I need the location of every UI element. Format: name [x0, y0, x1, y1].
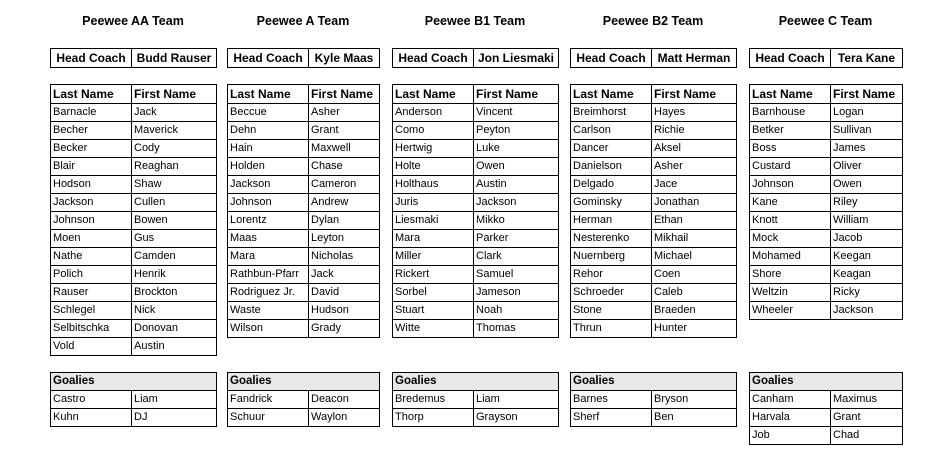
player-first-name: Brockton — [132, 284, 217, 302]
table-row — [750, 140, 903, 158]
table-row — [51, 212, 217, 230]
table-row — [750, 391, 903, 409]
table-row — [393, 158, 559, 176]
table-row — [571, 391, 737, 409]
player-first-name: Cameron — [309, 176, 380, 194]
table-row — [571, 248, 737, 266]
table-row — [571, 266, 737, 284]
roster-table — [749, 84, 903, 320]
player-first-name: Henrik — [132, 266, 217, 284]
table-row — [51, 194, 217, 212]
first-name-header: First Name — [474, 85, 559, 104]
table-row — [750, 212, 903, 230]
player-last-name: Liesmaki — [393, 212, 474, 230]
player-last-name: Hain — [228, 140, 309, 158]
head-coach-table — [227, 48, 380, 68]
table-row — [571, 140, 737, 158]
goalies-header-row — [393, 373, 559, 391]
player-last-name: Mock — [750, 230, 831, 248]
player-first-name: Mikko — [474, 212, 559, 230]
player-first-name: Hayes — [652, 104, 737, 122]
player-last-name: Sorbel — [393, 284, 474, 302]
goalie-last-name: Schuur — [228, 409, 309, 427]
player-first-name: Clark — [474, 248, 559, 266]
player-first-name: Shaw — [132, 176, 217, 194]
player-first-name: Luke — [474, 140, 559, 158]
player-first-name: Austin — [474, 176, 559, 194]
goalies-header: Goalies — [750, 373, 903, 391]
player-first-name: Jackson — [831, 302, 903, 320]
first-name-header: First Name — [132, 85, 217, 104]
player-first-name: Andrew — [309, 194, 380, 212]
goalie-first-name: DJ — [132, 409, 217, 427]
head-coach-table — [749, 48, 903, 68]
table-row — [571, 409, 737, 427]
table-row — [51, 320, 217, 338]
first-name-header: First Name — [309, 85, 380, 104]
roster-header-row — [393, 85, 559, 104]
team-title: Peewee A Team — [256, 14, 350, 28]
first-name-header: First Name — [652, 85, 737, 104]
player-first-name: Hunter — [652, 320, 737, 338]
table-row — [51, 122, 217, 140]
team-title: Peewee C Team — [778, 14, 873, 28]
last-name-header: Last Name — [750, 85, 831, 104]
player-first-name: Donovan — [132, 320, 217, 338]
player-last-name: Dancer — [571, 140, 652, 158]
player-first-name: Caleb — [652, 284, 737, 302]
player-last-name: Witte — [393, 320, 474, 338]
player-last-name: Jackson — [51, 194, 132, 212]
table-row — [228, 122, 380, 140]
player-first-name: Nick — [132, 302, 217, 320]
player-first-name: Jonathan — [652, 194, 737, 212]
goalie-first-name: Maximus — [831, 391, 903, 409]
table-row — [228, 104, 380, 122]
table-row — [571, 230, 737, 248]
player-last-name: Holthaus — [393, 176, 474, 194]
player-first-name: Thomas — [474, 320, 559, 338]
player-first-name: William — [831, 212, 903, 230]
roster-table — [50, 84, 217, 356]
player-first-name: Michael — [652, 248, 737, 266]
player-last-name: Lorentz — [228, 212, 309, 230]
goalies-table — [227, 372, 380, 427]
player-last-name: Carlson — [571, 122, 652, 140]
player-last-name: Como — [393, 122, 474, 140]
goalies-header-row — [51, 373, 217, 391]
player-last-name: Hertwig — [393, 140, 474, 158]
goalie-last-name: Fandrick — [228, 391, 309, 409]
player-last-name: Rehor — [571, 266, 652, 284]
goalie-last-name: Barnes — [571, 391, 652, 409]
table-row — [571, 122, 737, 140]
player-last-name: Holden — [228, 158, 309, 176]
head-coach-name: Jon Liesmaki — [474, 49, 559, 68]
head-coach-name: Matt Herman — [652, 49, 737, 68]
head-coach-table — [50, 48, 217, 68]
player-first-name: Jack — [309, 266, 380, 284]
player-last-name: Maas — [228, 230, 309, 248]
table-row — [51, 158, 217, 176]
table-row — [571, 104, 737, 122]
player-first-name: Cullen — [132, 194, 217, 212]
player-first-name: Keagan — [831, 266, 903, 284]
table-row — [571, 212, 737, 230]
goalie-first-name: Grayson — [474, 409, 559, 427]
goalies-header-row — [750, 373, 903, 391]
player-last-name: Waste — [228, 302, 309, 320]
table-row — [750, 122, 903, 140]
table-row — [228, 140, 380, 158]
player-last-name: Delgado — [571, 176, 652, 194]
head-coach-label: Head Coach — [750, 49, 831, 68]
roster-table — [227, 84, 380, 338]
player-last-name: Johnson — [750, 176, 831, 194]
goalie-last-name: Harvala — [750, 409, 831, 427]
last-name-header: Last Name — [571, 85, 652, 104]
player-first-name: Braeden — [652, 302, 737, 320]
goalies-table — [392, 372, 559, 427]
table-row — [750, 302, 903, 320]
player-first-name: Reaghan — [132, 158, 217, 176]
player-last-name: Herman — [571, 212, 652, 230]
player-last-name: Rauser — [51, 284, 132, 302]
player-first-name: Oliver — [831, 158, 903, 176]
player-first-name: Owen — [474, 158, 559, 176]
goalie-last-name: Castro — [51, 391, 132, 409]
table-row — [228, 212, 380, 230]
player-last-name: Johnson — [228, 194, 309, 212]
goalie-last-name: Sherf — [571, 409, 652, 427]
player-last-name: Johnson — [51, 212, 132, 230]
player-first-name: Riley — [831, 194, 903, 212]
goalies-header: Goalies — [228, 373, 380, 391]
head-coach-label: Head Coach — [51, 49, 132, 68]
table-row — [393, 212, 559, 230]
player-first-name: Samuel — [474, 266, 559, 284]
goalie-first-name: Waylon — [309, 409, 380, 427]
goalie-last-name: Thorp — [393, 409, 474, 427]
table-row — [750, 230, 903, 248]
table-row — [228, 391, 380, 409]
player-first-name: Bowen — [132, 212, 217, 230]
table-row — [750, 176, 903, 194]
player-first-name: Jameson — [474, 284, 559, 302]
player-last-name: Barnacle — [51, 104, 132, 122]
team-title: Peewee AA Team — [82, 14, 184, 28]
table-row — [393, 194, 559, 212]
goalie-first-name: Ben — [652, 409, 737, 427]
table-row — [228, 176, 380, 194]
roster-header-row — [571, 85, 737, 104]
player-last-name: Nesterenko — [571, 230, 652, 248]
table-row — [571, 194, 737, 212]
player-last-name: Blair — [51, 158, 132, 176]
player-first-name: Jack — [132, 104, 217, 122]
player-first-name: Grady — [309, 320, 380, 338]
player-last-name: Jackson — [228, 176, 309, 194]
table-row — [750, 158, 903, 176]
table-row — [393, 140, 559, 158]
player-first-name: Coen — [652, 266, 737, 284]
table-row — [571, 176, 737, 194]
table-row — [571, 158, 737, 176]
head-coach-label: Head Coach — [393, 49, 474, 68]
head-coach-name: Budd Rauser — [132, 49, 217, 68]
head-coach-label: Head Coach — [228, 49, 309, 68]
roster-table — [392, 84, 559, 338]
player-last-name: Hodson — [51, 176, 132, 194]
player-last-name: Mara — [393, 230, 474, 248]
last-name-header: Last Name — [228, 85, 309, 104]
player-last-name: Weltzin — [750, 284, 831, 302]
table-row — [393, 284, 559, 302]
goalie-first-name: Chad — [831, 427, 903, 445]
player-last-name: Breimhorst — [571, 104, 652, 122]
last-name-header: Last Name — [393, 85, 474, 104]
goalies-table — [570, 372, 737, 427]
player-last-name: Mara — [228, 248, 309, 266]
table-row — [393, 391, 559, 409]
table-row — [228, 266, 380, 284]
head-coach-table — [570, 48, 737, 68]
table-row — [750, 194, 903, 212]
goalie-last-name: Kuhn — [51, 409, 132, 427]
table-row — [571, 302, 737, 320]
player-last-name: Anderson — [393, 104, 474, 122]
player-last-name: Rathbun-Pfarr — [228, 266, 309, 284]
player-first-name: Asher — [652, 158, 737, 176]
table-row — [51, 266, 217, 284]
player-first-name: Leyton — [309, 230, 380, 248]
player-first-name: Chase — [309, 158, 380, 176]
table-row — [51, 284, 217, 302]
player-last-name: Beccue — [228, 104, 309, 122]
team-title: Peewee B1 Team — [424, 14, 526, 28]
table-row — [51, 338, 217, 356]
player-first-name: Aksel — [652, 140, 737, 158]
table-row — [750, 284, 903, 302]
player-last-name: Schroeder — [571, 284, 652, 302]
player-last-name: Shore — [750, 266, 831, 284]
table-row — [393, 248, 559, 266]
player-first-name: Richie — [652, 122, 737, 140]
table-row — [393, 122, 559, 140]
goalie-first-name: Grant — [831, 409, 903, 427]
roster-header-row — [51, 85, 217, 104]
player-last-name: Betker — [750, 122, 831, 140]
table-row — [393, 104, 559, 122]
player-last-name: Becker — [51, 140, 132, 158]
table-row — [51, 176, 217, 194]
player-first-name: Dylan — [309, 212, 380, 230]
player-last-name: Mohamed — [750, 248, 831, 266]
player-first-name: Grant — [309, 122, 380, 140]
roster-header-row — [750, 85, 903, 104]
player-first-name: James — [831, 140, 903, 158]
player-last-name: Barnhouse — [750, 104, 831, 122]
player-last-name: Juris — [393, 194, 474, 212]
player-first-name: Hudson — [309, 302, 380, 320]
player-last-name: Becher — [51, 122, 132, 140]
roster-table — [570, 84, 737, 338]
goalie-first-name: Liam — [132, 391, 217, 409]
table-row — [571, 320, 737, 338]
player-last-name: Danielson — [571, 158, 652, 176]
player-first-name: Noah — [474, 302, 559, 320]
goalies-header: Goalies — [51, 373, 217, 391]
table-row — [228, 284, 380, 302]
player-last-name: Rodriguez Jr. — [228, 284, 309, 302]
table-row — [750, 104, 903, 122]
table-row — [571, 284, 737, 302]
table-row — [750, 248, 903, 266]
player-first-name: Camden — [132, 248, 217, 266]
table-row — [51, 302, 217, 320]
head-coach-label: Head Coach — [571, 49, 652, 68]
table-row — [51, 391, 217, 409]
player-first-name: Ricky — [831, 284, 903, 302]
head-coach-name: Tera Kane — [831, 49, 903, 68]
team-title: Peewee B2 Team — [602, 14, 704, 28]
player-first-name: Parker — [474, 230, 559, 248]
player-last-name: Gominsky — [571, 194, 652, 212]
head-coach-table — [392, 48, 559, 68]
player-first-name: Mikhail — [652, 230, 737, 248]
table-row — [228, 230, 380, 248]
player-first-name: Jace — [652, 176, 737, 194]
player-first-name: Asher — [309, 104, 380, 122]
goalies-header: Goalies — [571, 373, 737, 391]
table-row — [228, 194, 380, 212]
player-last-name: Vold — [51, 338, 132, 356]
table-row — [393, 266, 559, 284]
player-first-name: Cody — [132, 140, 217, 158]
player-first-name: Logan — [831, 104, 903, 122]
player-first-name: Keegan — [831, 248, 903, 266]
player-last-name: Boss — [750, 140, 831, 158]
player-last-name: Kane — [750, 194, 831, 212]
player-first-name: Austin — [132, 338, 217, 356]
table-row — [51, 104, 217, 122]
player-last-name: Stuart — [393, 302, 474, 320]
player-first-name: Gus — [132, 230, 217, 248]
goalies-table — [50, 372, 217, 427]
player-last-name: Dehn — [228, 122, 309, 140]
player-last-name: Moen — [51, 230, 132, 248]
player-first-name: Ethan — [652, 212, 737, 230]
roster-header-row — [228, 85, 380, 104]
table-row — [750, 427, 903, 445]
player-last-name: Schlegel — [51, 302, 132, 320]
player-last-name: Stone — [571, 302, 652, 320]
table-row — [228, 409, 380, 427]
player-first-name: Maxwell — [309, 140, 380, 158]
player-first-name: Vincent — [474, 104, 559, 122]
player-first-name: Peyton — [474, 122, 559, 140]
player-first-name: Sullivan — [831, 122, 903, 140]
goalies-table — [749, 372, 903, 445]
table-row — [393, 230, 559, 248]
player-first-name: David — [309, 284, 380, 302]
player-last-name: Wilson — [228, 320, 309, 338]
table-row — [393, 320, 559, 338]
goalie-last-name: Job — [750, 427, 831, 445]
table-row — [750, 266, 903, 284]
goalie-first-name: Liam — [474, 391, 559, 409]
table-row — [228, 158, 380, 176]
table-row — [228, 248, 380, 266]
player-last-name: Thrun — [571, 320, 652, 338]
player-last-name: Selbitschka — [51, 320, 132, 338]
goalies-header-row — [228, 373, 380, 391]
table-row — [51, 230, 217, 248]
player-last-name: Nathe — [51, 248, 132, 266]
table-row — [51, 140, 217, 158]
goalie-last-name: Canham — [750, 391, 831, 409]
player-last-name: Custard — [750, 158, 831, 176]
player-first-name: Jacob — [831, 230, 903, 248]
table-row — [750, 409, 903, 427]
player-last-name: Miller — [393, 248, 474, 266]
player-last-name: Polich — [51, 266, 132, 284]
player-first-name: Nicholas — [309, 248, 380, 266]
goalie-first-name: Bryson — [652, 391, 737, 409]
table-row — [228, 302, 380, 320]
goalies-header-row — [571, 373, 737, 391]
table-row — [393, 302, 559, 320]
first-name-header: First Name — [831, 85, 903, 104]
head-coach-name: Kyle Maas — [309, 49, 380, 68]
player-last-name: Nuernberg — [571, 248, 652, 266]
table-row — [228, 320, 380, 338]
player-last-name: Rickert — [393, 266, 474, 284]
goalies-header: Goalies — [393, 373, 559, 391]
player-last-name: Holte — [393, 158, 474, 176]
table-row — [51, 248, 217, 266]
goalie-first-name: Deacon — [309, 391, 380, 409]
table-row — [393, 409, 559, 427]
player-last-name: Wheeler — [750, 302, 831, 320]
player-last-name: Knott — [750, 212, 831, 230]
player-first-name: Owen — [831, 176, 903, 194]
player-first-name: Jackson — [474, 194, 559, 212]
player-first-name: Maverick — [132, 122, 217, 140]
goalie-last-name: Bredemus — [393, 391, 474, 409]
table-row — [51, 409, 217, 427]
table-row — [393, 176, 559, 194]
last-name-header: Last Name — [51, 85, 132, 104]
